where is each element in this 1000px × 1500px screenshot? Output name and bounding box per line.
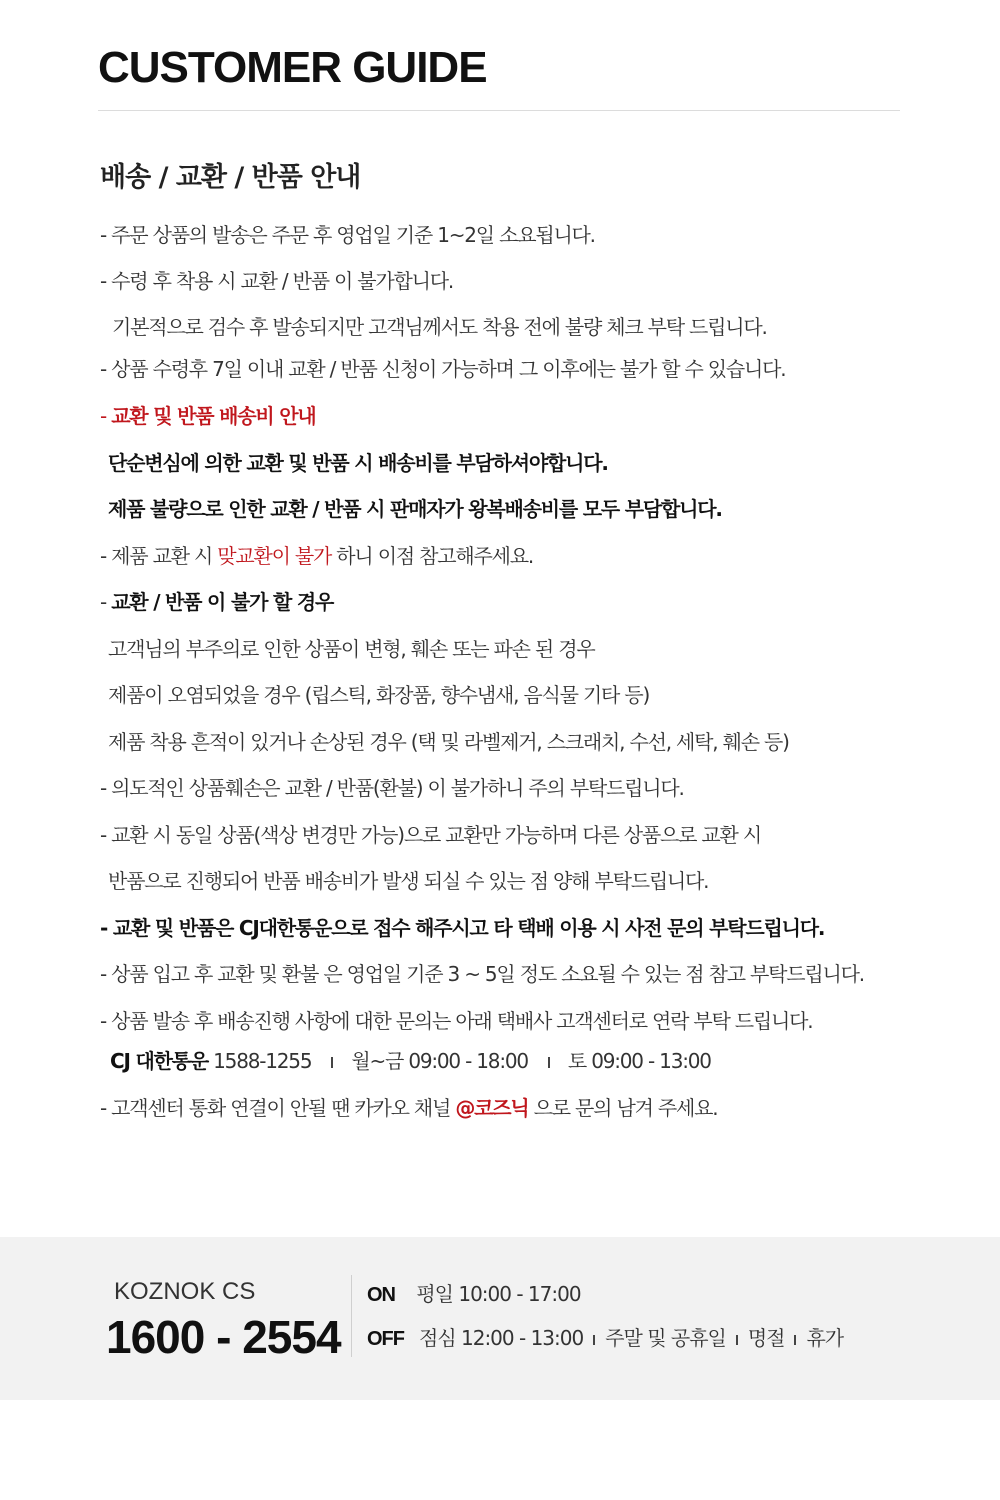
off-label: OFF [367, 1328, 404, 1350]
cj-saturday-hours: 토 09:00 - 13:00 [567, 1049, 711, 1073]
guide-line [100, 1092, 717, 1124]
guide-line: 단순변심에 의한 교환 및 반품 시 배송비를 부담하셔야합니다. [108, 451, 608, 475]
no-direct-exchange-text: 맞교환이 불가 [217, 544, 332, 568]
cj-phone: 1588-1255 [213, 1049, 312, 1073]
cs-footer [0, 1237, 1000, 1400]
on-hours-row [367, 1279, 581, 1309]
on-label: ON [367, 1284, 395, 1306]
guide-line: 제품이 오염되었을 경우 (립스틱, 화장품, 향수냄새, 음식물 기타 등) [108, 683, 650, 707]
guide-line: - 교환 및 반품은 CJ대한통운으로 접수 해주시고 타 택배 이용 시 사전 문의 부탁드립니다. [100, 916, 825, 940]
guide-line: - 주문 상품의 발송은 주문 후 영업일 기준 1~2일 소요됩니다. [100, 223, 595, 247]
separator [331, 1057, 333, 1068]
guide-line: - 상품 수령후 7일 이내 교환 / 반품 신청이 가능하며 그 이후에는 불가 할 수 있습니다. [100, 357, 786, 381]
guide-line: 기본적으로 검수 후 발송되지만 고객님께서도 착용 전에 불량 체크 부탁 드립니다. [112, 315, 767, 339]
guide-line: 고객님의 부주의로 인한 상품이 변형, 훼손 또는 파손 된 경우 [108, 637, 595, 661]
off-weekend: 주말 및 공휴일 [605, 1326, 726, 1350]
separator [736, 1335, 738, 1345]
guide-line [100, 540, 533, 572]
guide-line: - 수령 후 착용 시 교환 / 반품 이 불가합니다. [100, 269, 454, 293]
title-divider [98, 110, 900, 111]
separator [794, 1335, 796, 1345]
footer-divider [351, 1275, 352, 1357]
off-hours-row [367, 1323, 843, 1353]
cj-name: CJ 대한통운 [110, 1049, 208, 1073]
text-part: - 제품 교환 시 [100, 544, 218, 568]
text-part: 으로 문의 남겨 주세요. [528, 1096, 718, 1120]
off-holiday: 명절 [747, 1326, 785, 1350]
page-title: CUSTOMER GUIDE [98, 43, 487, 92]
cs-label: KOZNOK CS [114, 1278, 256, 1305]
cj-weekday-hours: 월~금 09:00 - 18:00 [351, 1049, 528, 1073]
guide-line: - 의도적인 상품훼손은 교환 / 반품(환불) 이 불가하니 주의 부탁드립니다. [100, 776, 684, 800]
guide-line: - 교환 시 동일 상품(색상 변경만 가능)으로 교환만 가능하며 다른 상품으로 교환 시 [100, 823, 761, 847]
separator [548, 1057, 550, 1068]
guide-line [100, 400, 315, 432]
off-lunch: 점심 12:00 - 13:00 [419, 1326, 584, 1350]
guide-line: 반품으로 진행되어 반품 배송비가 발생 되실 수 있는 점 양해 부탁드립니다. [108, 869, 709, 893]
kakao-channel-name: @코즈닉 [455, 1096, 529, 1120]
dash: - [100, 404, 112, 428]
section-heading: 배송 / 교환 / 반품 안내 [100, 162, 361, 193]
guide-line [100, 586, 333, 618]
cs-phone: 1600 - 2554 [106, 1311, 341, 1363]
non-returnable-heading: 교환 / 반품 이 불가 할 경우 [111, 590, 334, 614]
shipping-fee-heading: 교환 및 반품 배송비 안내 [111, 404, 316, 428]
cj-contact-line [110, 1045, 711, 1077]
guide-line: 제품 불량으로 인한 교환 / 반품 시 판매자가 왕복배송비를 모두 부담합니다. [108, 497, 722, 521]
on-hours: 평일 10:00 - 17:00 [416, 1282, 581, 1306]
off-vacation: 휴가 [806, 1326, 844, 1350]
separator [593, 1335, 595, 1345]
text-part: - 고객센터 통화 연결이 안될 땐 카카오 채널 [100, 1096, 456, 1120]
guide-line: - 상품 입고 후 교환 및 환불 은 영업일 기준 3 ~ 5일 정도 소요될 수 있는 점 참고 부탁드립니다. [100, 962, 864, 986]
guide-line: 제품 착용 흔적이 있거나 손상된 경우 (택 및 라벨제거, 스크래치, 수선, 세탁, 훼손 등) [108, 730, 789, 754]
dash: - [100, 590, 112, 614]
guide-line: - 상품 발송 후 배송진행 사항에 대한 문의는 아래 택배사 고객센터로 연락 부탁 드립니다. [100, 1009, 813, 1033]
text-part: 하니 이점 참고해주세요. [331, 544, 533, 568]
